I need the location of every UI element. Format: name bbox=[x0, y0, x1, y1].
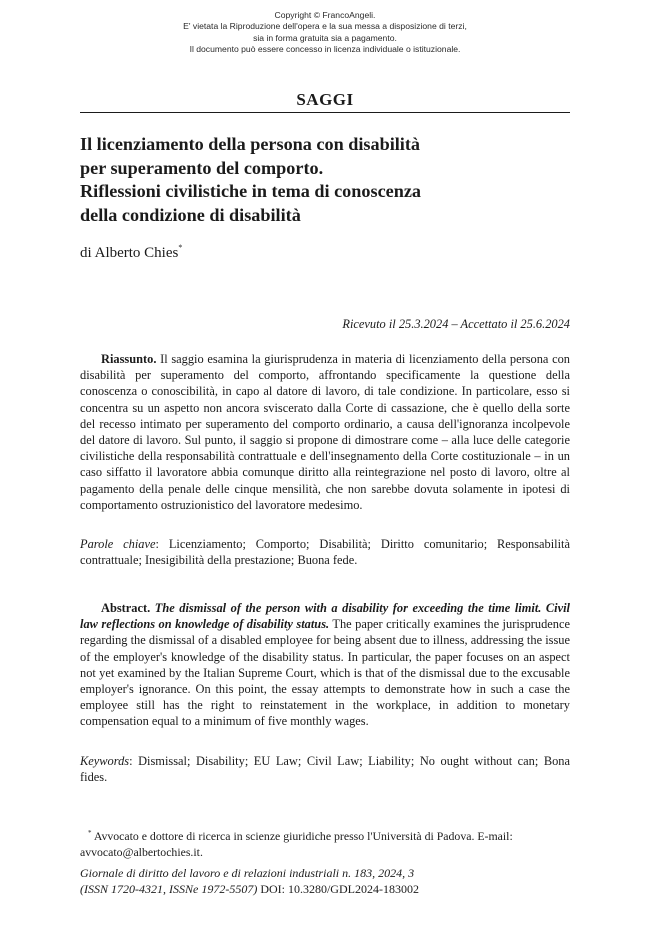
abstract-label: Abstract. bbox=[101, 601, 151, 615]
abstract-paragraph bbox=[80, 600, 570, 730]
title-line: Riflessioni civilistiche in tema di conoscenza bbox=[80, 181, 421, 201]
riassunto-label: Riassunto. bbox=[101, 352, 157, 366]
journal-ids bbox=[80, 882, 570, 898]
title-line: Il licenziamento della persona con disabilità bbox=[80, 134, 421, 154]
footnote-mark: * bbox=[88, 829, 92, 837]
section-divider bbox=[80, 112, 570, 113]
keywords-text: : Dismissal; Disability; EU Law; Civil Law; Liability; No ought without can; Bona fides. bbox=[80, 754, 570, 785]
author-prefix: di bbox=[80, 245, 92, 261]
copyright-line: E' vietata la Riproduzione dell'opera e la sua messa a disposizione di terzi, bbox=[183, 21, 467, 32]
journal-doi[interactable]: DOI: 10.3280/GDL2024-183002 bbox=[260, 881, 419, 896]
parole-chiave-label: Parole chiave bbox=[80, 537, 156, 551]
title-line: della condizione di disabilità bbox=[80, 204, 301, 225]
article-title bbox=[80, 133, 580, 227]
footnote-text: Avvocato e dottore di ricerca in scienze giuridiche presso l'Università di Padova. E-mail: avvocato@albertochies.it. bbox=[80, 829, 513, 859]
abstract-title: The dismissal of the person with a disability for exceeding the time limit. Civil law reflections on knowledge of disability status. bbox=[80, 601, 570, 632]
abstract-text: The paper critically examines the jurisprudence regarding the dismissal of a disabled employee for being absent due to illness, addressing the issue of the employer's knowledge of the disability status. In particular, the paper focuses on an aspect not yet examined by the Italian Supreme Court, which is that of the dismissal due to the excusable employer's ignorance. On this point, the essay attempts to demonstrate how in such a case the employee still has the right to reinstatement in the workplace, in addition to monetary compensation equal to a minimum of five monthly wages. bbox=[80, 617, 570, 729]
journal-citation bbox=[80, 866, 570, 897]
copyright-line: sia in forma gratuita sia a pagamento. bbox=[253, 32, 397, 43]
copyright-notice bbox=[0, 10, 650, 56]
riassunto-paragraph bbox=[80, 351, 570, 513]
author-footnote-mark[interactable]: * bbox=[178, 243, 183, 252]
journal-issn: (ISSN 1720-4321, ISSNe 1972-5507) bbox=[80, 881, 258, 896]
riassunto-text: Il saggio esamina la giurisprudenza in materia di licenziamento della persona con disabilità per superamento del comporto, affrontando specificamente la questione della conoscenza o conoscibilità, in capo al datore di lavoro, di tale condizione. In particolare, esso si concentra su un aspetto non ancora sviscerato dalla Corte di cassazione, che è quello della sorte del recesso intimato per superamento del comporto ordinario, a causa dell'ignoranza incolpevole del datore di lavoro. Sul punto, il saggio si propone di dimostrare come – alla luce delle categorie civilistiche della responsabilità contrattuale e dell'insegnamento della Corte costituzionale – in un caso siffatto il lavoratore abbia comunque diritto alla reintegrazione nel posto di lavoro, oltre al pagamento della penale delle cinque mensilità, che non sarebbe dovuta solamente in ipotesi di comportamento ostruzionistico del lavoratore medesimo. bbox=[80, 352, 570, 512]
parole-chiave-text: : Licenziamento; Comporto; Disabilità; Diritto comunitario; Responsabilità contrattuale; Inesigibilità della prestazione; Buona fede. bbox=[80, 537, 570, 568]
keywords-paragraph bbox=[80, 753, 570, 785]
received-accepted-dates: Ricevuto il 25.3.2024 – Accettato il 25.6.2024 bbox=[342, 317, 570, 331]
parole-chiave-paragraph bbox=[80, 536, 570, 568]
author-name: Alberto Chies bbox=[94, 245, 179, 261]
keywords-label: Keywords bbox=[80, 754, 130, 768]
journal-name: Giornale di diritto del lavoro e di relazioni industriali n. 183, 2024, 3 bbox=[80, 866, 415, 880]
section-heading: SAGGI bbox=[296, 90, 354, 109]
copyright-line: Il documento può essere concesso in licenza individuale o istituzionale. bbox=[189, 44, 461, 55]
author-line bbox=[80, 243, 182, 262]
copyright-line: Copyright © FrancoAngeli. bbox=[274, 10, 376, 20]
footnote bbox=[80, 826, 570, 860]
title-line: per superamento del comporto. bbox=[80, 157, 324, 178]
